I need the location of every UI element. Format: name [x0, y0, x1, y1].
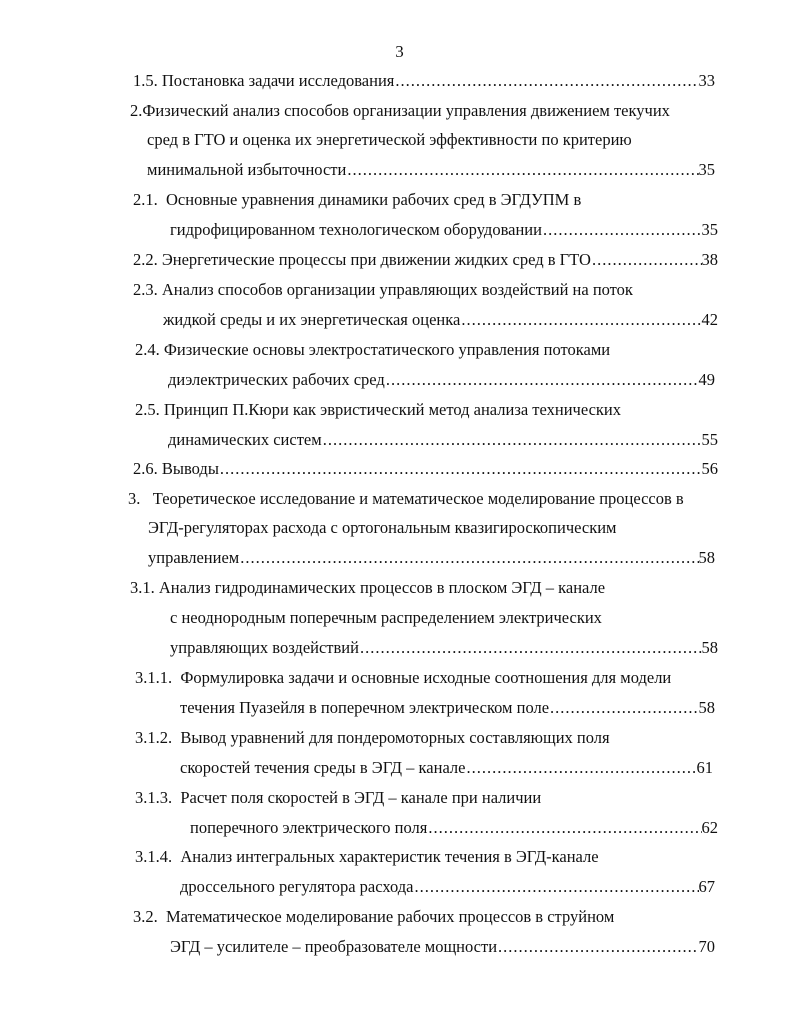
toc-entry-3-1-continued — [170, 608, 602, 628]
toc-title-line: Расчет поля скоростей в ЭГД – канале при наличии — [180, 788, 542, 807]
toc-section-number: 3.1.1. — [135, 668, 173, 687]
toc-title-line: Физический анализ способов организации управления движением текучих — [142, 101, 670, 120]
toc-title-line: Вывод уравнений для пондеромоторных составляющих поля — [180, 728, 610, 747]
toc-page-number: 58 — [698, 548, 715, 567]
toc-leader-dots — [549, 698, 698, 718]
toc-title-line: Анализ способов организации управляющих воздействий на поток — [161, 280, 633, 299]
toc-entry-3-continued — [148, 518, 616, 538]
toc-section-number: 2.2. — [133, 250, 158, 269]
toc-title: Постановка задачи исследования — [161, 71, 395, 90]
toc-title-line: ЭГД-регуляторах расхода с ортогональным квазигироскопическим — [148, 518, 617, 537]
toc-page-number: 35 — [701, 220, 718, 239]
toc-entry-2-3[interactable] — [133, 280, 633, 300]
toc-entry-3-1-3[interactable] — [135, 788, 541, 808]
toc-section-number: 2.5. — [135, 400, 160, 419]
toc-leader-dots — [394, 71, 698, 91]
toc-title-line: Анализ гидродинамических процессов в плоском ЭГД – канале — [158, 578, 606, 597]
toc-section-number: 3. — [128, 489, 141, 508]
toc-leader-dots — [413, 877, 698, 897]
toc-title-line: Математическое моделирование рабочих процессов в струйном — [166, 907, 615, 926]
toc-leader-dots — [460, 310, 701, 330]
toc-leader-dots — [497, 937, 698, 957]
toc-page-number: 58 — [701, 638, 718, 657]
toc-title-line: гидрофицированном технологическом оборудовании — [170, 220, 542, 239]
toc-entry-3-1[interactable] — [130, 578, 605, 598]
toc-section-number: 3.1.3. — [135, 788, 173, 807]
toc-entry-2-1-last-line — [170, 220, 718, 240]
toc-title-line: Формулировка задачи и основные исходные соотношения для модели — [180, 668, 672, 687]
toc-section-number: 2. — [130, 101, 143, 120]
toc-title-line: ЭГД – усилителе – преобразователе мощности — [170, 937, 498, 956]
toc-leader-dots — [322, 430, 702, 450]
toc-title-line: с неоднородным поперечным распределением электрических — [170, 608, 602, 627]
toc-title-line: управлением — [148, 548, 240, 567]
toc-title-line: поперечного электрического поля — [190, 818, 428, 837]
toc-section-number: 1.5. — [133, 71, 158, 90]
toc-leader-dots — [359, 638, 702, 658]
toc-entry-3-2[interactable] — [133, 907, 614, 927]
toc-section-number: 3.1. — [130, 578, 155, 597]
toc-leader-dots — [465, 758, 696, 778]
toc-entry-2-5-last-line — [168, 430, 718, 450]
toc-leader-dots — [591, 250, 702, 270]
toc-leader-dots — [427, 818, 701, 838]
toc-entry-2-6[interactable] — [133, 459, 718, 479]
toc-title-line: управляющих воздействий — [170, 638, 359, 657]
toc-title: Выводы — [161, 459, 219, 478]
toc-entry-2-last-line — [147, 160, 715, 180]
toc-entry-3-last-line — [148, 548, 715, 568]
toc-title-line: Физические основы электростатического управления потоками — [163, 340, 611, 359]
toc-entry-2-3-last-line — [163, 310, 718, 330]
toc-entry-2-continued — [147, 130, 632, 150]
toc-leader-dots — [385, 370, 699, 390]
toc-page-number: 56 — [701, 459, 718, 478]
toc-title-line: сред в ГТО и оценка их энергетической эффективности по критерию — [147, 130, 632, 149]
toc-entry-2-4-last-line — [168, 370, 715, 390]
toc-section-number: 2.1. — [133, 190, 158, 209]
toc-section-number: 2.6. — [133, 459, 158, 478]
toc-entry-1-5[interactable] — [133, 71, 715, 91]
toc-title-line: диэлектрических рабочих сред — [168, 370, 385, 389]
toc-page-number: 61 — [696, 758, 713, 777]
toc-page-number: 33 — [698, 71, 715, 90]
toc-page-number: 35 — [698, 160, 715, 179]
toc-title-line: жидкой среды и их энергетическая оценка — [163, 310, 461, 329]
toc-section-number: 3.1.2. — [135, 728, 173, 747]
toc-title: Энергетические процессы при движении жидких сред в ГТО — [161, 250, 591, 269]
toc-section-number: 2.4. — [135, 340, 160, 359]
toc-entry-3-1-4[interactable] — [135, 847, 599, 867]
toc-leader-dots — [219, 459, 702, 479]
toc-leader-dots — [239, 548, 698, 568]
toc-title-line: течения Пуазейля в поперечном электрическом поле — [180, 698, 550, 717]
toc-entry-3-1-3-last-line — [190, 818, 718, 838]
toc-page-number: 38 — [701, 250, 718, 269]
toc-entry-2-5[interactable] — [135, 400, 621, 420]
page-number: 3 — [395, 42, 404, 61]
toc-entry-3-1-last-line — [170, 638, 718, 658]
toc-title-line: Теоретическое исследование и математическое моделирование процессов в — [152, 489, 684, 508]
toc-entry-3-1-1[interactable] — [135, 668, 671, 688]
toc-page-number: 55 — [701, 430, 718, 449]
toc-page-number: 67 — [698, 877, 715, 896]
toc-title-line: Основные уравнения динамики рабочих сред в ЭГДУПМ в — [166, 190, 582, 209]
toc-leader-dots — [542, 220, 702, 240]
toc-leader-dots — [346, 160, 698, 180]
toc-entry-3-2-last-line — [170, 937, 715, 957]
toc-entry-3-1-2-last-line — [180, 758, 713, 778]
toc-page-number: 58 — [698, 698, 715, 717]
toc-entry-3-1-4-last-line — [180, 877, 715, 897]
toc-title-line: Анализ интегральных характеристик течения в ЭГД-канале — [180, 847, 599, 866]
toc-section-number: 3.2. — [133, 907, 158, 926]
toc-title-line: скоростей течения среды в ЭГД – канале — [180, 758, 466, 777]
toc-entry-3[interactable] — [128, 489, 684, 509]
toc-section-number: 2.3. — [133, 280, 158, 299]
toc-entry-2[interactable] — [130, 101, 670, 121]
toc-page-number: 42 — [701, 310, 718, 329]
toc-entry-2-2[interactable] — [133, 250, 718, 270]
toc-entry-3-1-2[interactable] — [135, 728, 610, 748]
toc-title-line: дроссельного регулятора расхода — [180, 877, 414, 896]
toc-page-number: 70 — [698, 937, 715, 956]
toc-section-number: 3.1.4. — [135, 847, 173, 866]
toc-title-line: Принцип П.Кюри как эвристический метод анализа технических — [163, 400, 621, 419]
toc-page-number: 62 — [701, 818, 718, 837]
toc-title-line: динамических систем — [168, 430, 322, 449]
toc-entry-2-1[interactable] — [133, 190, 581, 210]
toc-entry-3-1-1-last-line — [180, 698, 715, 718]
toc-page-number: 49 — [698, 370, 715, 389]
toc-entry-2-4[interactable] — [135, 340, 610, 360]
toc-title-line: минимальной избыточности — [147, 160, 347, 179]
